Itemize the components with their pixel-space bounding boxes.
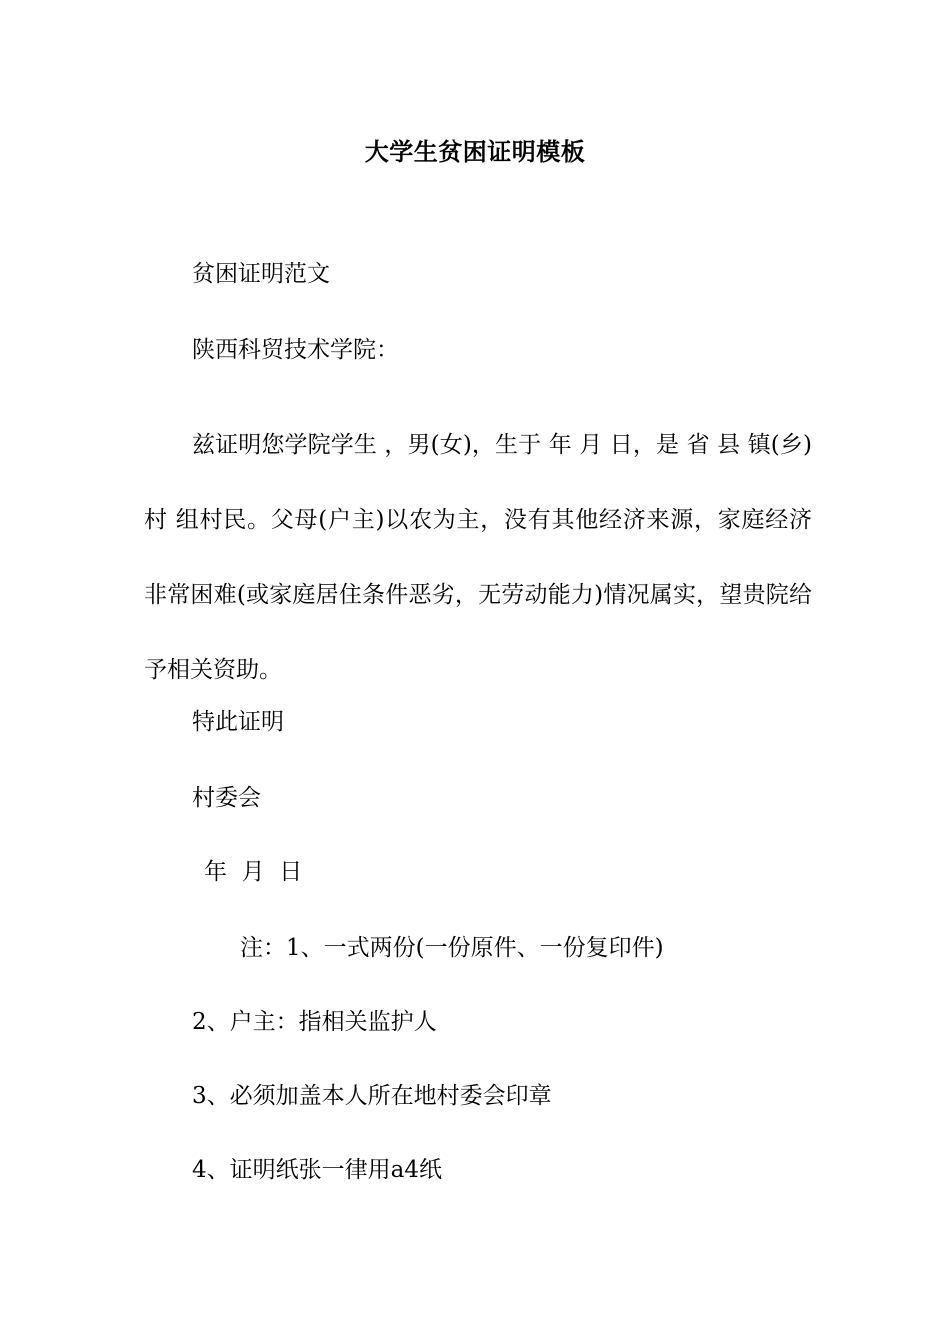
note-item: 4、证明纸张一律用a4纸 [192, 1157, 442, 1183]
certificate-body: 兹证明您学院学生 ，男(女)，生于 年 月 日，是 省 县 镇(乡) 村 组村民。父母(户主)以农为主，没有其他经济来源，家庭经济非常困难(或家庭居住条件恶劣，无劳动能力)情况属实，望贵院给予相关资助。 [144, 432, 812, 683]
document-subtitle: 贫困证明范文 [192, 261, 330, 287]
note-item: 3、必须加盖本人所在地村委会印章 [192, 1083, 552, 1109]
document-title: 大学生贫困证明模板 [364, 137, 586, 166]
issuer-line: 村委会 [192, 785, 261, 811]
date-line: 年 月 日 [204, 859, 303, 885]
note-item: 2、户主：指相关监护人 [192, 1009, 437, 1035]
recipient-line: 陕西科贸技术学院： [192, 337, 399, 363]
closing-line: 特此证明 [192, 709, 284, 735]
note-item: 注：1、一式两份(一份原件、一份复印件) [240, 935, 664, 961]
